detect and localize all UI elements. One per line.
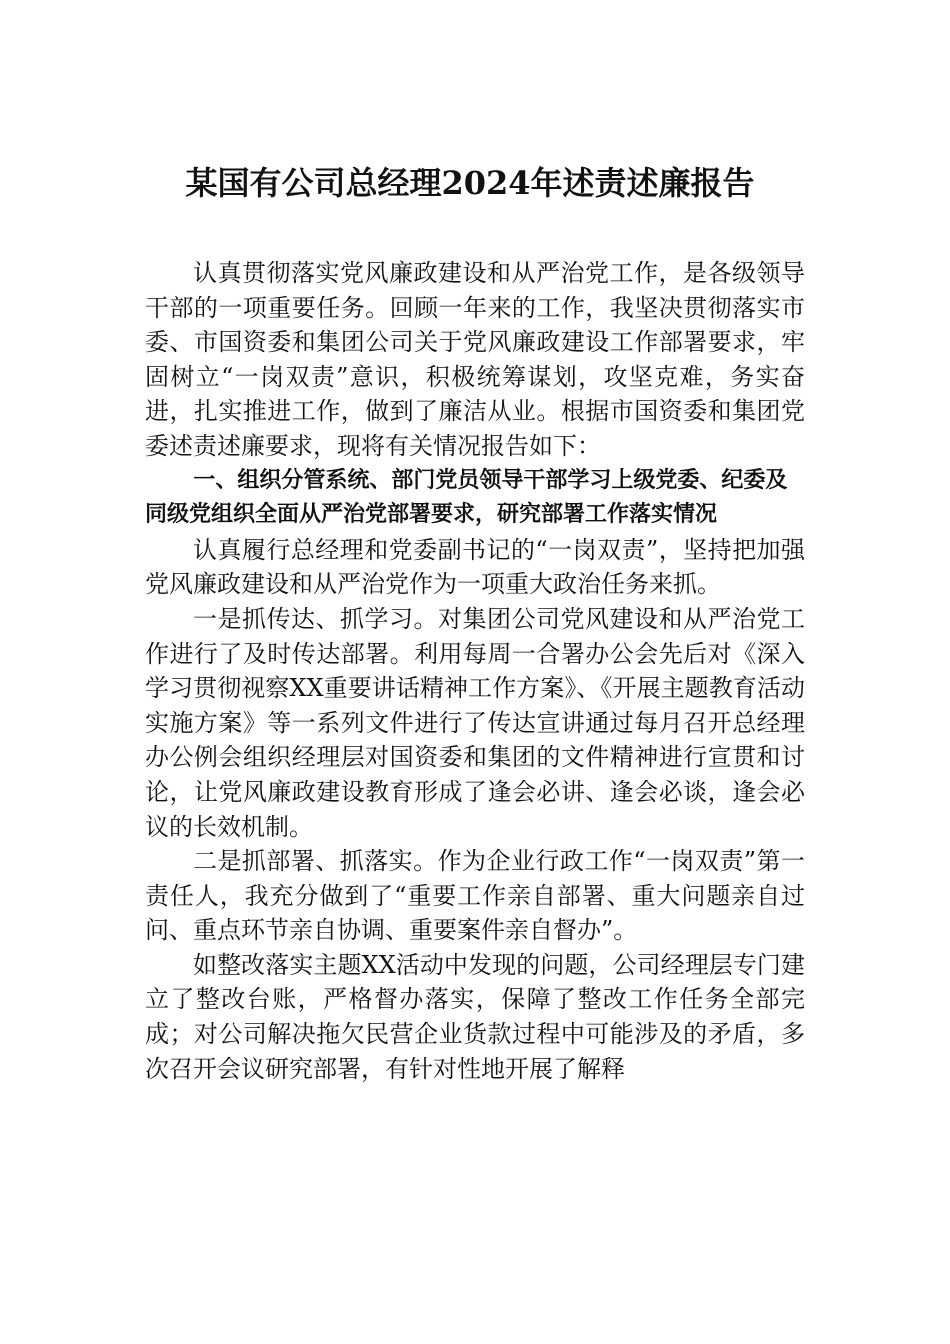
body-paragraph: 一是抓传达、抓学习。对集团公司党风建设和从严治党工作进行了及时传达部署。利用每周一合署办公会先后对《深入学习贯彻视察XX重要讲话精神工作方案》、《开展主题教育活动实施方案》等一系列文件进行了传达宣讲通过每月召开总经理办公例会组织经理层对国资委和集团的文件精神进行宣贯和讨论，让党风廉政建设教育形成了逢会必讲、逢会必谈，逢会必议的长效机制。: [145, 604, 805, 841]
body-paragraph: 认真履行总经理和党委副书记的“一岗双责”，坚持把加强党风廉政建设和从严治党作为一项重大政治任务来抓。: [145, 535, 805, 599]
body-paragraph: 如整改落实主题XX活动中发现的问题，公司经理层专门建立了整改台账，严格督办落实，保障了整改工作任务全部完成；对公司解决拖欠民营企业货款过程中可能涉及的矛盾，多次召开会议研究部署，有针对性地开展了解释: [145, 950, 805, 1083]
intro-paragraph: 认真贯彻落实党风廉政建设和从严治党工作，是各级领导干部的一项重要任务。回顾一年来的工作，我坚决贯彻落实市委、市国资委和集团公司关于党风廉政建设工作部署要求，牢固树立“一岗双责”意识，积极统筹谋划，攻坚克难，务实奋进，扎实推进工作，做到了廉洁从业。根据市国资委和集团党委述责述廉要求，现将有关情况报告如下：: [145, 259, 805, 460]
body-paragraph: 二是抓部署、抓落实。作为企业行政工作“一岗双责”第一责任人，我充分做到了“重要工作亲自部署、重大问题亲自过问、重点环节亲自协调、重要案件亲自督办”。: [145, 847, 805, 945]
document-page: [145, 150, 805, 1086]
section-heading-1: 一、组织分管系统、部门党员领导干部学习上级党委、纪委及同级党组织全面从严治党部署要求，研究部署工作落实情况: [145, 467, 788, 528]
document-title: 某国有公司总经理2024年述责述廉报告: [185, 164, 755, 202]
